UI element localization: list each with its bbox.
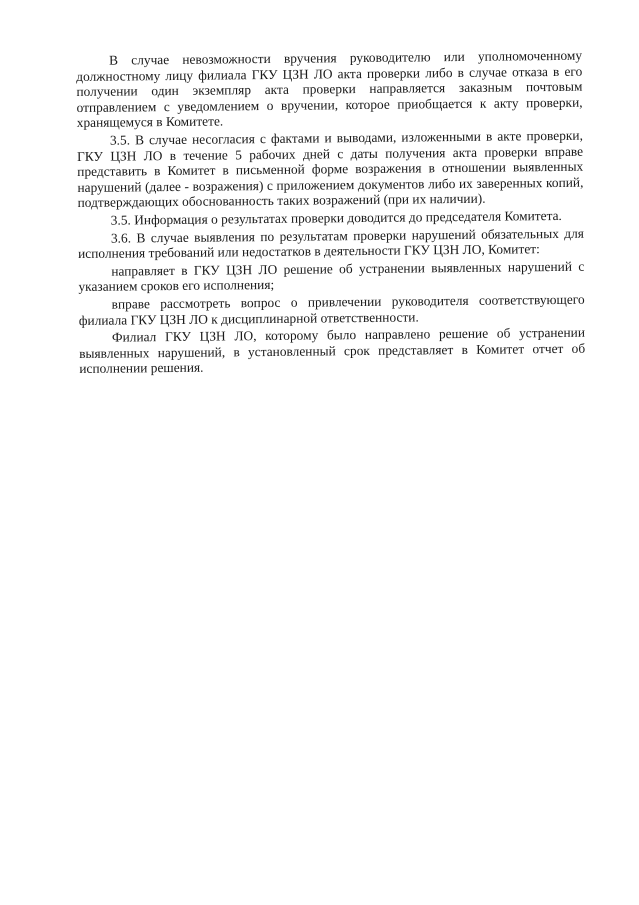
paragraph-delivery-refusal: В случае невозможности вручения руководителю или уполномоченному должностному лицу филиала ГКУ ЦЗН ЛО акта проверки либо в случае отказа в его получении один экземпляр акта проверки направляется заказным почтовым отправлением с уведомлением о вручении, которое приобщается к акту проверки, хранящемуся в Комитете. (76, 47, 583, 131)
paragraph-violations-found: 3.6. В случае выявления по результатам проверки нарушений обязательных для исполнения требований или недостатков в деятельности ГКУ ЦЗН ЛО, Комитет: (78, 225, 584, 262)
paragraph-send-decision: направляет в ГКУ ЦЗН ЛО решение об устранении выявленных нарушений с указанием сроков его исполнения; (78, 258, 585, 295)
paragraph-branch-report: Филиал ГКУ ЦЗН ЛО, которому было направлено решение об устранении выявленных нарушений, в установленный срок представляет в Комитет отчет об исполнении решения. (79, 324, 586, 377)
paragraph-objections: 3.5. В случае несогласия с фактами и выводами, изложенными в акте проверки, ГКУ ЦЗН ЛО в течение 5 рабочих дней с даты получения акта проверки вправе представить в Комитет в письменной форме возражения в отношении выявленных нарушений (далее - возражения) с приложением документов либо их заверенных копий, подтверждающих обоснованность таких возражений (при их наличии). (77, 127, 584, 211)
paragraph-results-info: 3.5. Информация о результатах проверки доводится до председателя Комитета. (110, 207, 562, 228)
paragraph-disciplinary: вправе рассмотреть вопрос о привлечении руководителя соответствующего филиала ГКУ ЦЗН ЛО к дисциплинарной ответственности. (78, 291, 585, 328)
document-body (76, 48, 585, 379)
